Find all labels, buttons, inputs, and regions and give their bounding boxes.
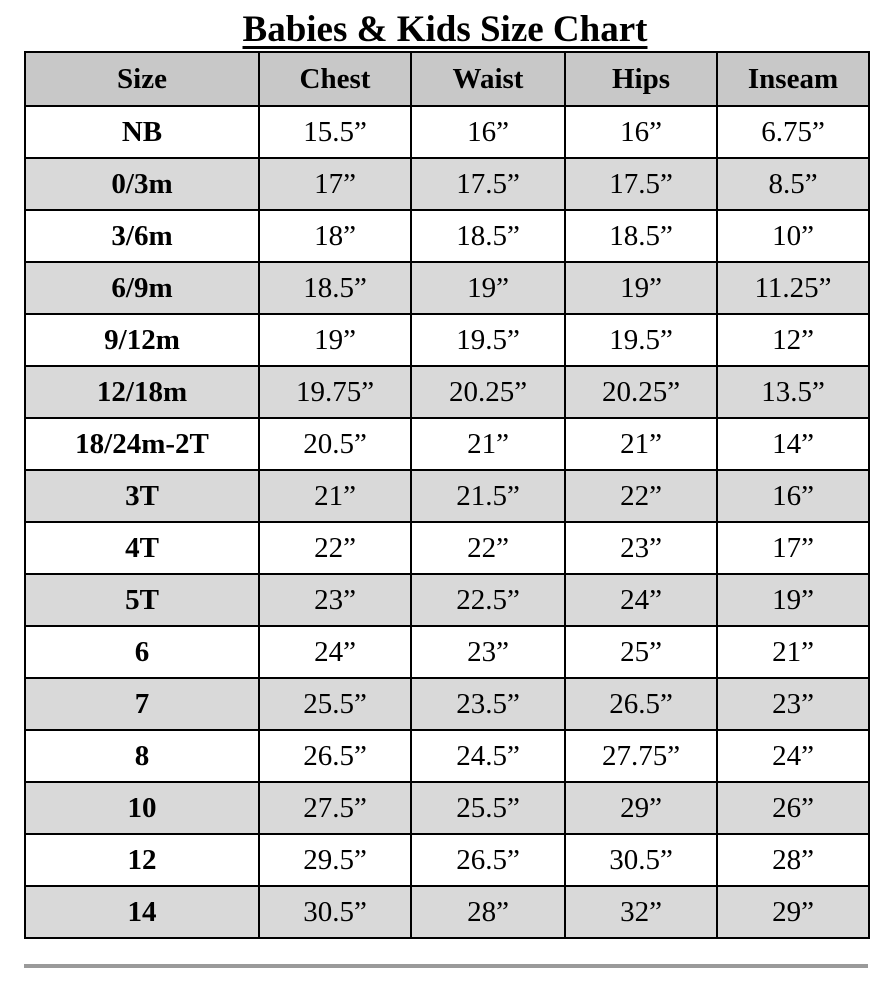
waist-cell: 25.5” <box>411 782 565 834</box>
inseam-cell: 24” <box>717 730 869 782</box>
table-row <box>25 626 869 678</box>
chest-cell: 19” <box>259 314 411 366</box>
inseam-cell: 8.5” <box>717 158 869 210</box>
header-row <box>25 52 869 106</box>
waist-cell: 16” <box>411 106 565 158</box>
table-row <box>25 678 869 730</box>
inseam-cell: 11.25” <box>717 262 869 314</box>
waist-cell: 22.5” <box>411 574 565 626</box>
inseam-cell: 29” <box>717 886 869 938</box>
header-waist: Waist <box>411 52 565 106</box>
hips-cell: 27.75” <box>565 730 717 782</box>
waist-cell: 23” <box>411 626 565 678</box>
chest-cell: 25.5” <box>259 678 411 730</box>
chest-cell: 18” <box>259 210 411 262</box>
chest-cell: 15.5” <box>259 106 411 158</box>
chest-cell: 23” <box>259 574 411 626</box>
size-cell: 18/24m-2T <box>25 418 259 470</box>
inseam-cell: 14” <box>717 418 869 470</box>
inseam-cell: 13.5” <box>717 366 869 418</box>
table-row <box>25 158 869 210</box>
inseam-cell: 12” <box>717 314 869 366</box>
table-row <box>25 262 869 314</box>
hips-cell: 25” <box>565 626 717 678</box>
table-row <box>25 730 869 782</box>
size-cell: 10 <box>25 782 259 834</box>
hips-cell: 32” <box>565 886 717 938</box>
table-row <box>25 782 869 834</box>
size-cell: 4T <box>25 522 259 574</box>
inseam-cell: 26” <box>717 782 869 834</box>
waist-cell: 20.25” <box>411 366 565 418</box>
chest-cell: 26.5” <box>259 730 411 782</box>
chart-title-text: Babies & Kids Size Chart <box>242 9 648 50</box>
size-cell: 6 <box>25 626 259 678</box>
hips-cell: 19.5” <box>565 314 717 366</box>
chart-title <box>0 8 890 52</box>
size-cell: 8 <box>25 730 259 782</box>
waist-cell: 24.5” <box>411 730 565 782</box>
table-row <box>25 418 869 470</box>
size-cell: 5T <box>25 574 259 626</box>
chest-cell: 30.5” <box>259 886 411 938</box>
table-row <box>25 574 869 626</box>
hips-cell: 24” <box>565 574 717 626</box>
size-cell: 12/18m <box>25 366 259 418</box>
inseam-cell: 21” <box>717 626 869 678</box>
table-row <box>25 470 869 522</box>
table-row <box>25 210 869 262</box>
hips-cell: 20.25” <box>565 366 717 418</box>
chest-cell: 27.5” <box>259 782 411 834</box>
size-cell: 3T <box>25 470 259 522</box>
header-hips: Hips <box>565 52 717 106</box>
chest-cell: 19.75” <box>259 366 411 418</box>
waist-cell: 22” <box>411 522 565 574</box>
waist-cell: 19” <box>411 262 565 314</box>
table-row <box>25 366 869 418</box>
size-cell: 6/9m <box>25 262 259 314</box>
chest-cell: 29.5” <box>259 834 411 886</box>
chest-cell: 20.5” <box>259 418 411 470</box>
chest-cell: 18.5” <box>259 262 411 314</box>
waist-cell: 21” <box>411 418 565 470</box>
hips-cell: 26.5” <box>565 678 717 730</box>
size-cell: 7 <box>25 678 259 730</box>
table-row <box>25 106 869 158</box>
size-chart-table <box>24 51 870 939</box>
chest-cell: 24” <box>259 626 411 678</box>
hips-cell: 23” <box>565 522 717 574</box>
waist-cell: 23.5” <box>411 678 565 730</box>
hips-cell: 16” <box>565 106 717 158</box>
hips-cell: 19” <box>565 262 717 314</box>
size-cell: 12 <box>25 834 259 886</box>
inseam-cell: 19” <box>717 574 869 626</box>
header-size: Size <box>25 52 259 106</box>
hips-cell: 30.5” <box>565 834 717 886</box>
inseam-cell: 17” <box>717 522 869 574</box>
table-row <box>25 886 869 938</box>
header-chest: Chest <box>259 52 411 106</box>
table-row <box>25 522 869 574</box>
size-cell: 14 <box>25 886 259 938</box>
size-cell: 9/12m <box>25 314 259 366</box>
chest-cell: 17” <box>259 158 411 210</box>
chest-cell: 22” <box>259 522 411 574</box>
bottom-divider <box>24 964 868 968</box>
inseam-cell: 23” <box>717 678 869 730</box>
header-inseam: Inseam <box>717 52 869 106</box>
waist-cell: 26.5” <box>411 834 565 886</box>
table-row <box>25 314 869 366</box>
hips-cell: 29” <box>565 782 717 834</box>
size-cell: NB <box>25 106 259 158</box>
table-row <box>25 834 869 886</box>
waist-cell: 18.5” <box>411 210 565 262</box>
inseam-cell: 28” <box>717 834 869 886</box>
inseam-cell: 10” <box>717 210 869 262</box>
hips-cell: 17.5” <box>565 158 717 210</box>
waist-cell: 17.5” <box>411 158 565 210</box>
waist-cell: 19.5” <box>411 314 565 366</box>
chest-cell: 21” <box>259 470 411 522</box>
hips-cell: 21” <box>565 418 717 470</box>
hips-cell: 18.5” <box>565 210 717 262</box>
size-cell: 0/3m <box>25 158 259 210</box>
size-cell: 3/6m <box>25 210 259 262</box>
waist-cell: 21.5” <box>411 470 565 522</box>
inseam-cell: 6.75” <box>717 106 869 158</box>
inseam-cell: 16” <box>717 470 869 522</box>
waist-cell: 28” <box>411 886 565 938</box>
hips-cell: 22” <box>565 470 717 522</box>
